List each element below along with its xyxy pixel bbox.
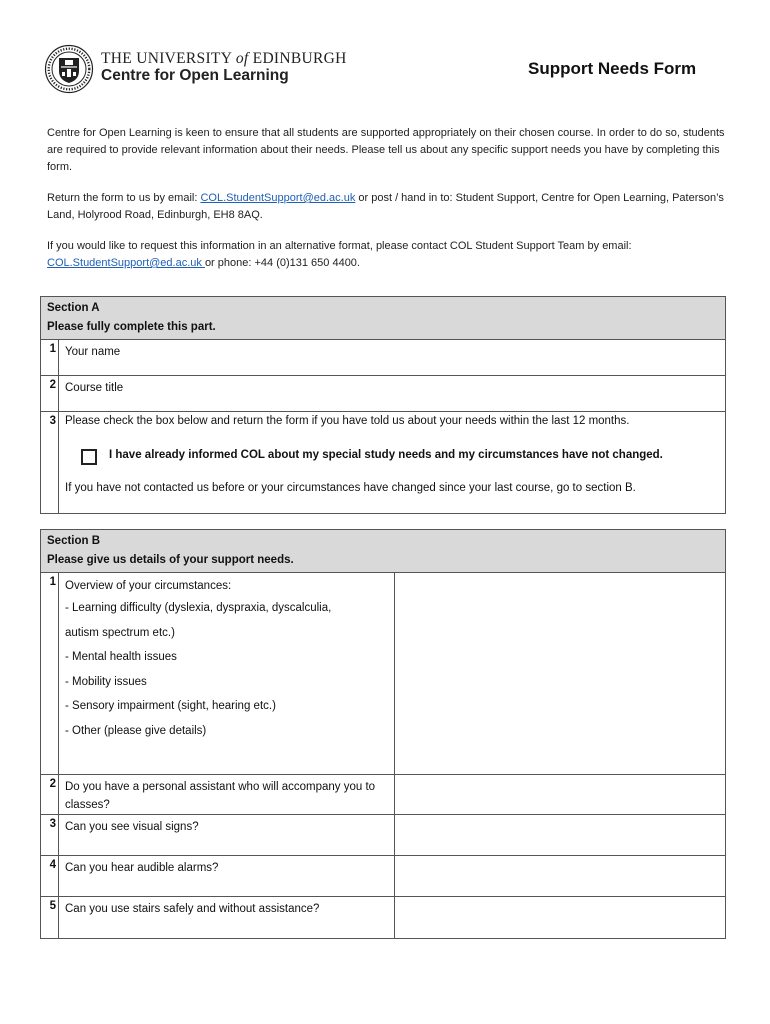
section-a-title: Section A [47, 302, 100, 314]
university-crest-icon [44, 44, 94, 94]
question-number: 3 [41, 412, 59, 514]
stairs-question: Can you use stairs safely and without assistance? [59, 897, 395, 939]
visual-signs-question: Can you see visual signs? [59, 815, 395, 856]
form-title: Support Needs Form [528, 59, 697, 78]
your-name-field[interactable] [59, 340, 726, 376]
already-informed-cell [59, 412, 726, 514]
list-item: - Learning difficulty (dyslexia, dyspraxia, dyscalculia, [65, 602, 332, 614]
question-number: 3 [41, 815, 59, 856]
alternative-format-info: If you would like to request this information in an alternative format, please contact COL Student Support Team by email: COL.StudentSupport@ed.ac.uk or phone: +44 (0)131 650 4400. [47, 240, 632, 269]
university-name: THE UNIVERSITY of EDINBURGH [101, 50, 347, 67]
section-a-subtitle: Please fully complete this part. [47, 321, 216, 333]
course-title-label: Course title [65, 382, 124, 394]
return-instructions: Return the form to us by email: COL.StudentSupport@ed.ac.uk or post / hand in to: Student Support, Centre for Open Learning, Paterson’s Land, Holyrood Road, Edinburgh, EH8 8AQ. [47, 192, 724, 221]
question-number: 5 [41, 897, 59, 939]
list-item: - Sensory impairment (sight, hearing etc.) [65, 700, 276, 712]
your-name-label: Your name [65, 346, 121, 358]
visual-signs-answer-field[interactable] [395, 815, 726, 856]
section-a-table [40, 296, 726, 514]
list-item: autism spectrum etc.) [65, 626, 175, 639]
section-a-header [41, 297, 726, 340]
list-item: - Mobility issues [65, 675, 147, 688]
course-title-field[interactable] [59, 376, 726, 412]
section-b-table [40, 529, 726, 939]
circumstances-question [59, 573, 395, 775]
support-email-link[interactable]: COL.StudentSupport@ed.ac.uk [200, 192, 356, 204]
circumstances-answer-field[interactable] [395, 573, 726, 775]
personal-assistant-answer-field[interactable] [395, 775, 726, 815]
question-number: 1 [41, 573, 59, 775]
list-item: - Other (please give details) [65, 724, 207, 737]
centre-name: Centre for Open Learning [101, 67, 289, 84]
personal-assistant-question: Do you have a personal assistant who will accompany you to classes? [59, 775, 395, 815]
support-email-link-2[interactable]: COL.StudentSupport@ed.ac.uk [47, 257, 205, 269]
question-number: 2 [41, 376, 59, 412]
already-informed-label: I have already informed COL about my special study needs and my circumstances have not changed. [109, 449, 663, 461]
circumstances-list [65, 596, 388, 743]
audible-alarms-question: Can you hear audible alarms? [59, 856, 395, 897]
section-b-title: Section B [47, 535, 101, 547]
check-instruction: Please check the box below and return the form if you have told us about your needs within the last 12 months. [65, 415, 630, 427]
audible-alarms-answer-field[interactable] [395, 856, 726, 897]
circumstances-label: Overview of your circumstances: [65, 580, 232, 592]
go-to-section-b-note: If you have not contacted us before or your circumstances have changed since your last course, go to section B. [65, 482, 636, 494]
stairs-answer-field[interactable] [395, 897, 726, 939]
section-b-header [41, 530, 726, 573]
question-number: 2 [41, 775, 59, 815]
question-number: 4 [41, 856, 59, 897]
intro-paragraph: Centre for Open Learning is keen to ensure that all students are supported appropriately on their chosen course. In order to do so, students are required to provide relevant information about their needs. Please tell us about any specific support needs you have by completing this form. [47, 127, 725, 173]
section-b-subtitle: Please give us details of your support needs. [47, 554, 294, 566]
already-informed-checkbox[interactable] [81, 449, 97, 465]
list-item: - Mental health issues [65, 651, 177, 663]
question-number: 1 [41, 340, 59, 376]
